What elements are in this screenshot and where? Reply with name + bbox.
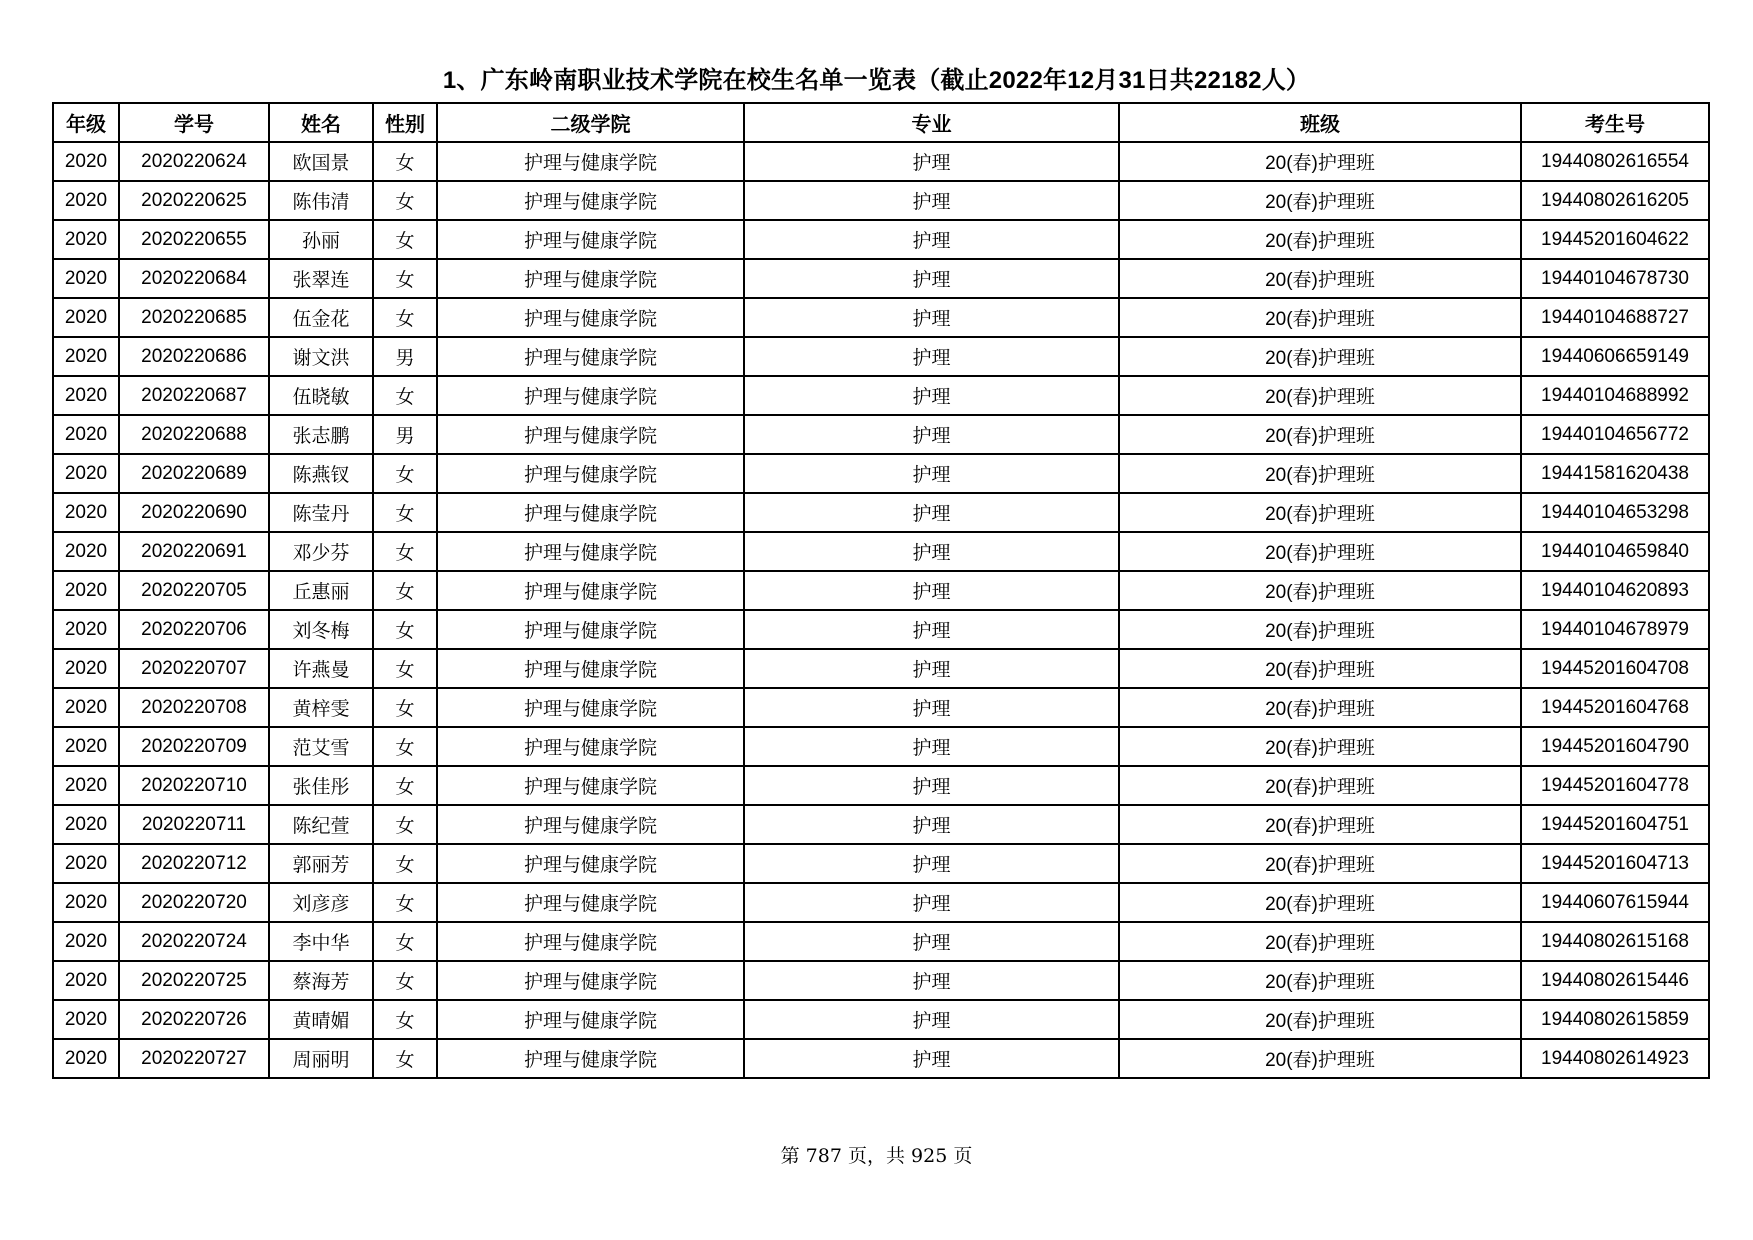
exam-number-cell: 19445201604778 <box>1521 766 1709 805</box>
college-cell: 护理与健康学院 <box>437 922 744 961</box>
college-cell: 护理与健康学院 <box>437 844 744 883</box>
class-cell: 20(春)护理班 <box>1119 961 1521 1000</box>
grade-cell: 2020 <box>53 1039 119 1078</box>
college-cell: 护理与健康学院 <box>437 1039 744 1078</box>
exam-number-cell: 19445201604768 <box>1521 688 1709 727</box>
major-cell: 护理 <box>744 415 1119 454</box>
gender-cell: 女 <box>373 727 437 766</box>
student-id-cell: 2020220712 <box>119 844 269 883</box>
name-cell: 周丽明 <box>269 1039 373 1078</box>
grade-cell: 2020 <box>53 961 119 1000</box>
major-cell: 护理 <box>744 532 1119 571</box>
major-cell: 护理 <box>744 649 1119 688</box>
major-cell: 护理 <box>744 844 1119 883</box>
major-cell: 护理 <box>744 961 1119 1000</box>
table-row <box>53 1039 1709 1078</box>
name-cell: 陈燕钗 <box>269 454 373 493</box>
student-id-cell: 2020220726 <box>119 1000 269 1039</box>
name-cell: 张翠连 <box>269 259 373 298</box>
name-cell: 伍晓敏 <box>269 376 373 415</box>
document-title: 1、广东岭南职业技术学院在校生名单一览表（截止2022年12月31日共22182人） <box>442 67 1311 94</box>
gender-cell: 女 <box>373 922 437 961</box>
major-cell: 护理 <box>744 688 1119 727</box>
gender-cell: 女 <box>373 571 437 610</box>
table-body <box>53 142 1709 1078</box>
table-row <box>53 649 1709 688</box>
exam-number-cell: 19440104653298 <box>1521 493 1709 532</box>
college-cell: 护理与健康学院 <box>437 181 744 220</box>
exam-number-cell: 19441581620438 <box>1521 454 1709 493</box>
student-id-cell: 2020220711 <box>119 805 269 844</box>
class-cell: 20(春)护理班 <box>1119 922 1521 961</box>
table-row <box>53 220 1709 259</box>
student-id-cell: 2020220691 <box>119 532 269 571</box>
grade-cell: 2020 <box>53 454 119 493</box>
grade-cell: 2020 <box>53 220 119 259</box>
exam-number-cell: 19440802615859 <box>1521 1000 1709 1039</box>
student-id-cell: 2020220625 <box>119 181 269 220</box>
college-cell: 护理与健康学院 <box>437 493 744 532</box>
class-cell: 20(春)护理班 <box>1119 649 1521 688</box>
grade-cell: 2020 <box>53 142 119 181</box>
table-row <box>53 961 1709 1000</box>
grade-cell: 2020 <box>53 259 119 298</box>
major-cell: 护理 <box>744 610 1119 649</box>
header-major: 专业 <box>744 103 1119 142</box>
grade-cell: 2020 <box>53 805 119 844</box>
table-row <box>53 688 1709 727</box>
name-cell: 郭丽芳 <box>269 844 373 883</box>
gender-cell: 女 <box>373 961 437 1000</box>
class-cell: 20(春)护理班 <box>1119 376 1521 415</box>
exam-number-cell: 19440802614923 <box>1521 1039 1709 1078</box>
major-cell: 护理 <box>744 298 1119 337</box>
college-cell: 护理与健康学院 <box>437 1000 744 1039</box>
student-id-cell: 2020220686 <box>119 337 269 376</box>
table-row <box>53 337 1709 376</box>
name-cell: 陈伟清 <box>269 181 373 220</box>
gender-cell: 女 <box>373 142 437 181</box>
college-cell: 护理与健康学院 <box>437 415 744 454</box>
gender-cell: 女 <box>373 805 437 844</box>
grade-cell: 2020 <box>53 844 119 883</box>
class-cell: 20(春)护理班 <box>1119 883 1521 922</box>
major-cell: 护理 <box>744 883 1119 922</box>
major-cell: 护理 <box>744 1000 1119 1039</box>
table-row <box>53 610 1709 649</box>
gender-cell: 男 <box>373 337 437 376</box>
class-cell: 20(春)护理班 <box>1119 1000 1521 1039</box>
table-row <box>53 259 1709 298</box>
class-cell: 20(春)护理班 <box>1119 415 1521 454</box>
class-cell: 20(春)护理班 <box>1119 805 1521 844</box>
name-cell: 李中华 <box>269 922 373 961</box>
student-id-cell: 2020220709 <box>119 727 269 766</box>
exam-number-cell: 19445201604713 <box>1521 844 1709 883</box>
page-footer: 第 787 页，共 925 页 <box>780 1145 973 1167</box>
major-cell: 护理 <box>744 1039 1119 1078</box>
grade-cell: 2020 <box>53 922 119 961</box>
class-cell: 20(春)护理班 <box>1119 220 1521 259</box>
college-cell: 护理与健康学院 <box>437 337 744 376</box>
student-id-cell: 2020220720 <box>119 883 269 922</box>
exam-number-cell: 19440104688992 <box>1521 376 1709 415</box>
gender-cell: 女 <box>373 220 437 259</box>
table-row <box>53 181 1709 220</box>
college-cell: 护理与健康学院 <box>437 532 744 571</box>
exam-number-cell: 19440802616554 <box>1521 142 1709 181</box>
major-cell: 护理 <box>744 922 1119 961</box>
grade-cell: 2020 <box>53 610 119 649</box>
grade-cell: 2020 <box>53 727 119 766</box>
major-cell: 护理 <box>744 259 1119 298</box>
class-cell: 20(春)护理班 <box>1119 727 1521 766</box>
exam-number-cell: 19440104656772 <box>1521 415 1709 454</box>
grade-cell: 2020 <box>53 181 119 220</box>
name-cell: 张佳彤 <box>269 766 373 805</box>
header-name: 姓名 <box>269 103 373 142</box>
college-cell: 护理与健康学院 <box>437 142 744 181</box>
header-exam-number: 考生号 <box>1521 103 1709 142</box>
table-row <box>53 376 1709 415</box>
header-grade: 年级 <box>53 103 119 142</box>
table-row <box>53 727 1709 766</box>
name-cell: 许燕曼 <box>269 649 373 688</box>
grade-cell: 2020 <box>53 337 119 376</box>
major-cell: 护理 <box>744 493 1119 532</box>
major-cell: 护理 <box>744 220 1119 259</box>
gender-cell: 女 <box>373 844 437 883</box>
exam-number-cell: 19445201604708 <box>1521 649 1709 688</box>
gender-cell: 女 <box>373 766 437 805</box>
gender-cell: 女 <box>373 883 437 922</box>
table-row <box>53 805 1709 844</box>
gender-cell: 女 <box>373 1039 437 1078</box>
college-cell: 护理与健康学院 <box>437 766 744 805</box>
name-cell: 黄梓雯 <box>269 688 373 727</box>
grade-cell: 2020 <box>53 571 119 610</box>
class-cell: 20(春)护理班 <box>1119 259 1521 298</box>
grade-cell: 2020 <box>53 532 119 571</box>
gender-cell: 女 <box>373 649 437 688</box>
name-cell: 刘彦彦 <box>269 883 373 922</box>
class-cell: 20(春)护理班 <box>1119 298 1521 337</box>
grade-cell: 2020 <box>53 493 119 532</box>
major-cell: 护理 <box>744 454 1119 493</box>
name-cell: 范艾雪 <box>269 727 373 766</box>
class-cell: 20(春)护理班 <box>1119 610 1521 649</box>
grade-cell: 2020 <box>53 649 119 688</box>
gender-cell: 女 <box>373 259 437 298</box>
college-cell: 护理与健康学院 <box>437 961 744 1000</box>
class-cell: 20(春)护理班 <box>1119 454 1521 493</box>
student-id-cell: 2020220724 <box>119 922 269 961</box>
table-row <box>53 571 1709 610</box>
grade-cell: 2020 <box>53 688 119 727</box>
student-id-cell: 2020220688 <box>119 415 269 454</box>
grade-cell: 2020 <box>53 883 119 922</box>
student-id-cell: 2020220624 <box>119 142 269 181</box>
major-cell: 护理 <box>744 571 1119 610</box>
exam-number-cell: 19440802615446 <box>1521 961 1709 1000</box>
class-cell: 20(春)护理班 <box>1119 181 1521 220</box>
student-id-cell: 2020220727 <box>119 1039 269 1078</box>
table-row <box>53 454 1709 493</box>
name-cell: 陈纪萱 <box>269 805 373 844</box>
major-cell: 护理 <box>744 142 1119 181</box>
grade-cell: 2020 <box>53 766 119 805</box>
college-cell: 护理与健康学院 <box>437 454 744 493</box>
major-cell: 护理 <box>744 805 1119 844</box>
gender-cell: 女 <box>373 610 437 649</box>
student-roster-table <box>52 102 1710 1079</box>
student-id-cell: 2020220708 <box>119 688 269 727</box>
grade-cell: 2020 <box>53 376 119 415</box>
college-cell: 护理与健康学院 <box>437 688 744 727</box>
college-cell: 护理与健康学院 <box>437 220 744 259</box>
gender-cell: 女 <box>373 454 437 493</box>
name-cell: 陈莹丹 <box>269 493 373 532</box>
college-cell: 护理与健康学院 <box>437 259 744 298</box>
header-student-id: 学号 <box>119 103 269 142</box>
table-row <box>53 532 1709 571</box>
gender-cell: 女 <box>373 493 437 532</box>
table-header-row <box>53 103 1709 142</box>
class-cell: 20(春)护理班 <box>1119 571 1521 610</box>
major-cell: 护理 <box>744 376 1119 415</box>
table-row <box>53 922 1709 961</box>
exam-number-cell: 19440104659840 <box>1521 532 1709 571</box>
student-id-cell: 2020220689 <box>119 454 269 493</box>
major-cell: 护理 <box>744 337 1119 376</box>
exam-number-cell: 19440607615944 <box>1521 883 1709 922</box>
student-id-cell: 2020220710 <box>119 766 269 805</box>
header-gender: 性别 <box>373 103 437 142</box>
gender-cell: 女 <box>373 688 437 727</box>
grade-cell: 2020 <box>53 1000 119 1039</box>
student-id-cell: 2020220655 <box>119 220 269 259</box>
college-cell: 护理与健康学院 <box>437 610 744 649</box>
table-row <box>53 766 1709 805</box>
table-row <box>53 298 1709 337</box>
student-id-cell: 2020220685 <box>119 298 269 337</box>
student-id-cell: 2020220706 <box>119 610 269 649</box>
table-row <box>53 1000 1709 1039</box>
name-cell: 孙丽 <box>269 220 373 259</box>
name-cell: 黄晴媚 <box>269 1000 373 1039</box>
major-cell: 护理 <box>744 766 1119 805</box>
college-cell: 护理与健康学院 <box>437 571 744 610</box>
exam-number-cell: 19440802616205 <box>1521 181 1709 220</box>
header-college: 二级学院 <box>437 103 744 142</box>
exam-number-cell: 19445201604622 <box>1521 220 1709 259</box>
exam-number-cell: 19440104620893 <box>1521 571 1709 610</box>
major-cell: 护理 <box>744 727 1119 766</box>
name-cell: 刘冬梅 <box>269 610 373 649</box>
exam-number-cell: 19440606659149 <box>1521 337 1709 376</box>
name-cell: 张志鹏 <box>269 415 373 454</box>
class-cell: 20(春)护理班 <box>1119 1039 1521 1078</box>
gender-cell: 女 <box>373 298 437 337</box>
gender-cell: 女 <box>373 376 437 415</box>
class-cell: 20(春)护理班 <box>1119 142 1521 181</box>
student-id-cell: 2020220684 <box>119 259 269 298</box>
student-id-cell: 2020220725 <box>119 961 269 1000</box>
class-cell: 20(春)护理班 <box>1119 688 1521 727</box>
exam-number-cell: 19440802615168 <box>1521 922 1709 961</box>
exam-number-cell: 19440104678979 <box>1521 610 1709 649</box>
exam-number-cell: 19440104678730 <box>1521 259 1709 298</box>
exam-number-cell: 19445201604790 <box>1521 727 1709 766</box>
class-cell: 20(春)护理班 <box>1119 337 1521 376</box>
college-cell: 护理与健康学院 <box>437 298 744 337</box>
class-cell: 20(春)护理班 <box>1119 532 1521 571</box>
table-row <box>53 844 1709 883</box>
name-cell: 邓少芬 <box>269 532 373 571</box>
gender-cell: 女 <box>373 532 437 571</box>
gender-cell: 女 <box>373 181 437 220</box>
student-id-cell: 2020220705 <box>119 571 269 610</box>
header-class: 班级 <box>1119 103 1521 142</box>
class-cell: 20(春)护理班 <box>1119 493 1521 532</box>
class-cell: 20(春)护理班 <box>1119 844 1521 883</box>
college-cell: 护理与健康学院 <box>437 649 744 688</box>
table-row <box>53 142 1709 181</box>
college-cell: 护理与健康学院 <box>437 376 744 415</box>
grade-cell: 2020 <box>53 298 119 337</box>
student-id-cell: 2020220707 <box>119 649 269 688</box>
gender-cell: 男 <box>373 415 437 454</box>
college-cell: 护理与健康学院 <box>437 805 744 844</box>
name-cell: 蔡海芳 <box>269 961 373 1000</box>
exam-number-cell: 19440104688727 <box>1521 298 1709 337</box>
major-cell: 护理 <box>744 181 1119 220</box>
table-row <box>53 493 1709 532</box>
table-row <box>53 883 1709 922</box>
name-cell: 欧国景 <box>269 142 373 181</box>
gender-cell: 女 <box>373 1000 437 1039</box>
table-row <box>53 415 1709 454</box>
student-id-cell: 2020220690 <box>119 493 269 532</box>
name-cell: 谢文洪 <box>269 337 373 376</box>
student-id-cell: 2020220687 <box>119 376 269 415</box>
class-cell: 20(春)护理班 <box>1119 766 1521 805</box>
name-cell: 伍金花 <box>269 298 373 337</box>
name-cell: 丘惠丽 <box>269 571 373 610</box>
college-cell: 护理与健康学院 <box>437 727 744 766</box>
grade-cell: 2020 <box>53 415 119 454</box>
college-cell: 护理与健康学院 <box>437 883 744 922</box>
exam-number-cell: 19445201604751 <box>1521 805 1709 844</box>
